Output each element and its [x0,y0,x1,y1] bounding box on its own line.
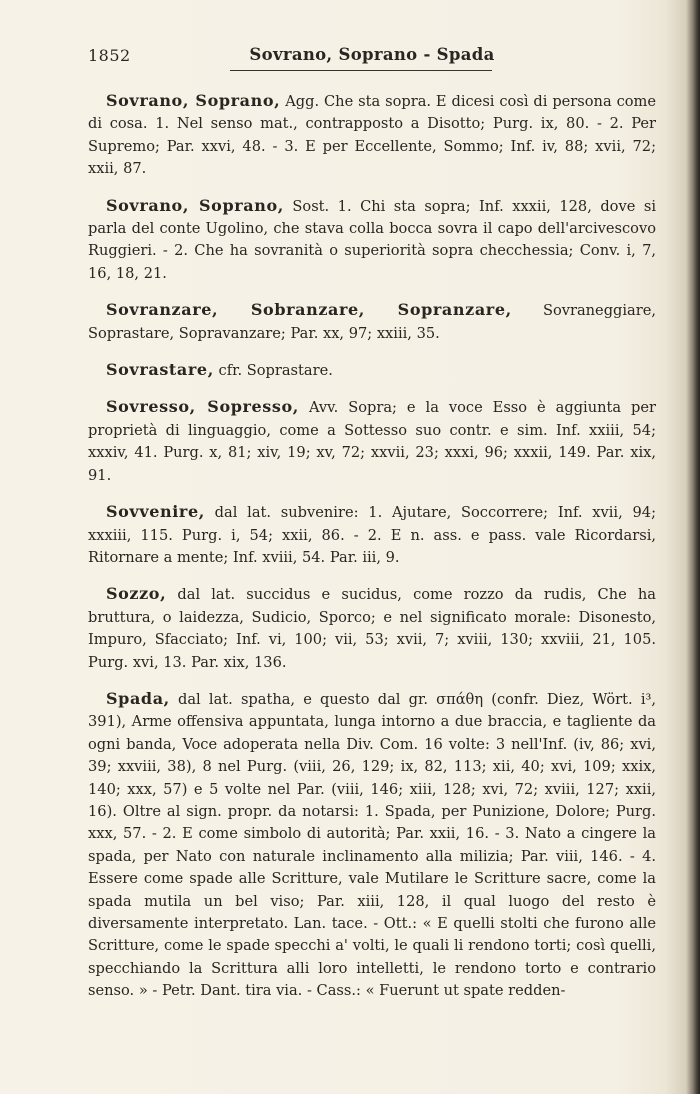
entry-headword: Sovrano, Soprano, [106,91,281,110]
dictionary-entry [88,396,656,487]
entry-text: Sovraneggiare, Soprastare, Sopravanzare; Par. xx, 97; xxiii, 35. [88,302,656,342]
entry-text: Avv. Sopra; e la voce Esso è aggiunta per proprietà di linguaggio, come a Sottesso suo contr. e sim. Inf. xxiii, 54; xxxiv, 41. Purg. x, 81; xiv, 19; xv, 72; xxvii, 23; xxxi, 96; xxxii, 149. Par. xix, 91. [88,399,656,484]
running-title: Sovrano, Soprano - Spada [249,45,495,64]
page-number: 1852 [88,46,131,65]
entry-text: dal lat. subvenire: 1. Ajutare, Soccorrere; Inf. xvii, 94; xxxiii, 115. Purg. i, 54; xxii, 86. - 2. E n. ass. e pass. vale Ricordarsi, Ritornare a mente; Inf. xviii, 54. Par. iii, 9. [88,504,657,566]
page-header [88,40,656,72]
dictionary-entry [88,359,656,382]
entry-headword: Sovvenire, [106,502,205,522]
page-edge-shadow [686,0,700,1094]
dictionary-entry [88,501,656,569]
entry-headword: Sozzo, [106,584,167,604]
entry-text: Sost. 1. Chi sta sopra; Inf. xxxii, 128, dove si parla del conte Ugolino, che stava colla bocca sovra il capo dell'arcivescovo Ruggieri. - 2. Che ha sovranità o superiorità sopra checchessia; Conv. i, 7, 16, 18, 21. [88,197,656,282]
entry-text: dal lat. spatha, e questo dal gr. σπάθη (confr. Diez, Wört. i³, 391), Arme offensiva appuntata, lunga intorno a due braccia, e tagliente da ogni banda, Voce adoperata nella Div. Com. 16 volte: 3 nell'Inf. (iv, 86; xvi, 39; xxviii, 38), 8 nel Purg. (viii, 26, 129; ix, 82, 113; xii, 40; xvi, 109; xxix, 140; xxx, 57) e 5 volte nel Par. (viii, 146; xiii, 128; xvi, 72; xviii, 127; xxii, 16). Oltre al sign. propr. da notarsi: 1. Spada, per Punizione, Dolore; Purg. xxx, 57. - 2. E come simbolo di autorità; Par. xxii, 16. - 3. Nato a cingere la spada, per Nato con naturale inclinamento alla milizia; Par. viii, 146. - 4. Essere come spade alle Scritture, vale Mutilare le Scritture sacre, come la spada mutila un bel viso; Par. xiii, 128, il qual luogo del resto è diversamente interpretato. Lan. tace. - Ott.: « E quelli stolti che furono alle Scritture, come le spade specchi a' volti, le quali li rendono torti; così quelli, specchiando la Scrittura alli loro intelletti, le rendono torto e contrario senso. » - Petr. Dant. tira via. - Cass.: « Fuerunt ut spate redden- [88,690,656,1000]
entry-text: Agg. Che sta sopra. E dicesi così di persona come di cosa. 1. Nel senso mat., contrapposto a Disotto; Purg. ix, 80. - 2. Per Supremo; Par. xxvi, 48. - 3. E per Eccellente, Sommo; Inf. iv, 88; xvii, 72; xxii, 87. [88,93,657,178]
entry-text: cfr. Soprastare. [218,362,333,380]
entry-headword: Spada, [106,688,170,708]
header-rule [230,70,492,71]
entry-headword: Sovresso, Sopresso, [106,397,299,417]
entry-headword: Sovrano, Soprano, [106,195,284,215]
dictionary-entry [88,688,656,1003]
dictionary-entry [88,299,656,345]
entry-headword: Sovrastare, [106,360,214,380]
dictionary-entry [88,583,656,674]
dictionary-entry [88,90,656,181]
entry-headword: Sovranzare, Sobranzare, Sopranzare, [106,300,512,320]
dictionary-entry [88,195,656,286]
dictionary-entries [88,90,656,1017]
entry-text: dal lat. succidus e sucidus, come rozzo da rudis, Che ha bruttura, o laidezza, Sudicio, Sporco; e nel significato morale: Disonesto, Impuro, Sfacciato; Inf. vi, 100; vii, 53; xvii, 7; xviii, 130; xxviii, 21, 105. Purg. xvi, 13. Par. xix, 136. [88,586,657,671]
